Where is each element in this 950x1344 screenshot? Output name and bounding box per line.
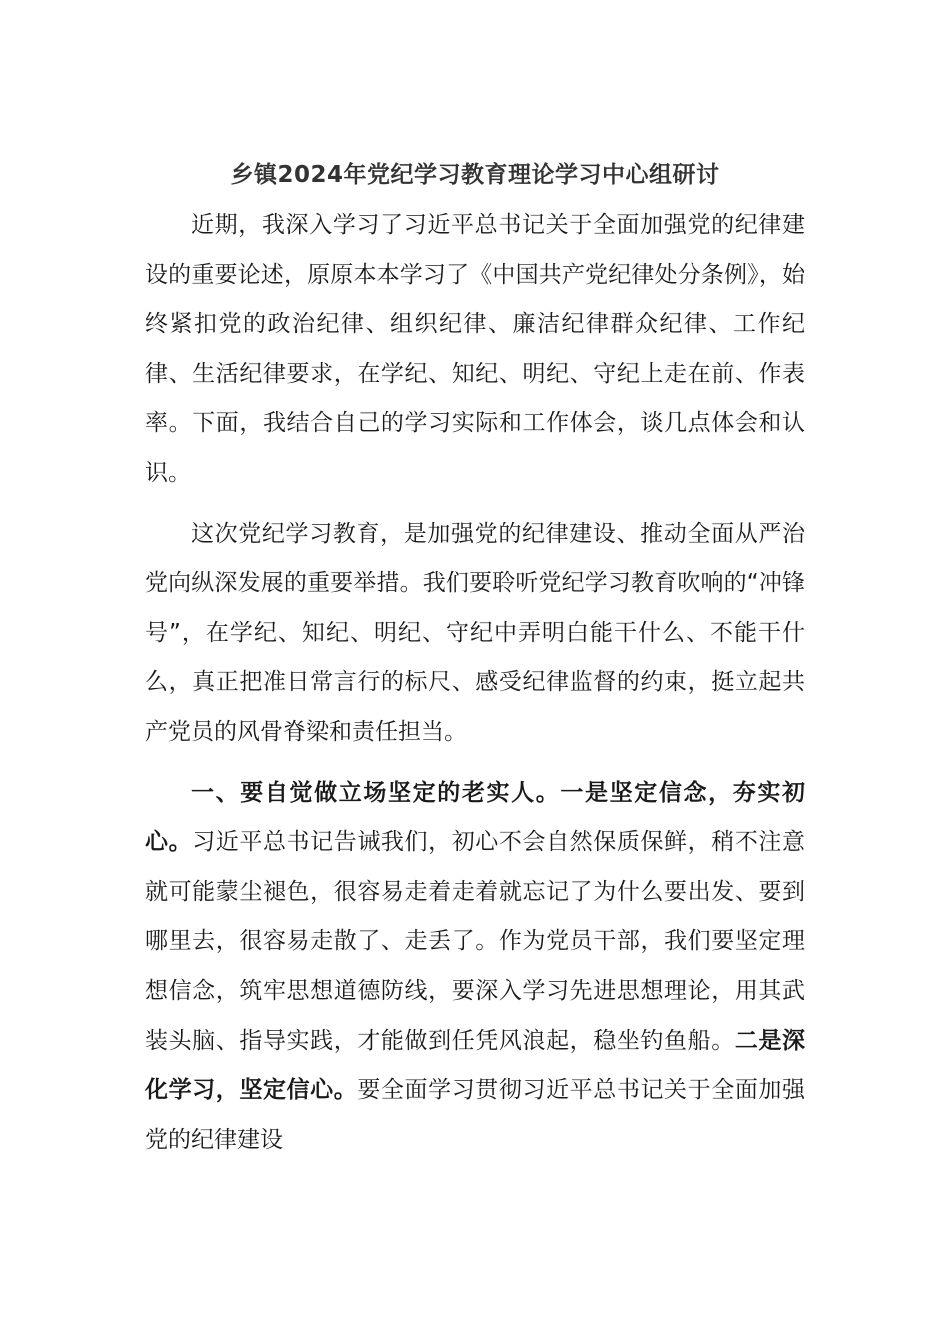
- subpoint-heading-1: 一是坚定信念，夯实初心。: [145, 779, 805, 856]
- document-title: 乡镇2024年党纪学习教育理论学习中心组研讨: [230, 162, 720, 188]
- subpoint-body-2: 要全面学习贯彻习近平总书记关于全面加强党的纪律建设: [145, 1077, 806, 1153]
- paragraph-section-one: [145, 769, 805, 1166]
- document-page: [145, 150, 805, 1176]
- section-heading: 一、要自觉做立场坚定的老实人。: [191, 779, 561, 806]
- paragraph-significance: 这次党纪学习教育，是加强党的纪律建设、推动全面从严治党向纵深发展的重要举措。我们要聆听党纪学习教育吹响的“冲锋号”，在学纪、知纪、明纪、守纪中弄明白能干什么、不能干什么，真正把准日常言行的标尺、感受纪律监督的约束，挺立起共产党员的风骨脊梁和责任担当。: [145, 520, 805, 745]
- subpoint-body-1: 习近平总书记告诫我们，初心不会自然保质保鲜，稍不注意就可能蒙尘褪色，很容易走着走着就忘记了为什么要出发、要到哪里去，很容易走散了、走丢了。作为党员干部，我们要坚定理想信念，筑牢思想道德防线，要深入学习先进思想理论，用其武装头脑、指导实践，才能做到任凭风浪起，稳坐钓鱼船。: [145, 829, 806, 1054]
- subpoint-heading-2: 二是深化学习，坚定信心。: [145, 1027, 806, 1104]
- paragraph-intro: 近期，我深入学习了习近平总书记关于全面加强党的纪律建设的重要论述，原原本本学习了《中国共产党纪律处分条例》，始终紧扣党的政治纪律、组织纪律、廉洁纪律群众纪律、工作纪律、生活纪律要求，在学纪、知纪、明纪、守纪上走在前、作表率。下面，我结合自己的学习实际和工作体会，谈几点体会和认识。: [145, 212, 805, 486]
